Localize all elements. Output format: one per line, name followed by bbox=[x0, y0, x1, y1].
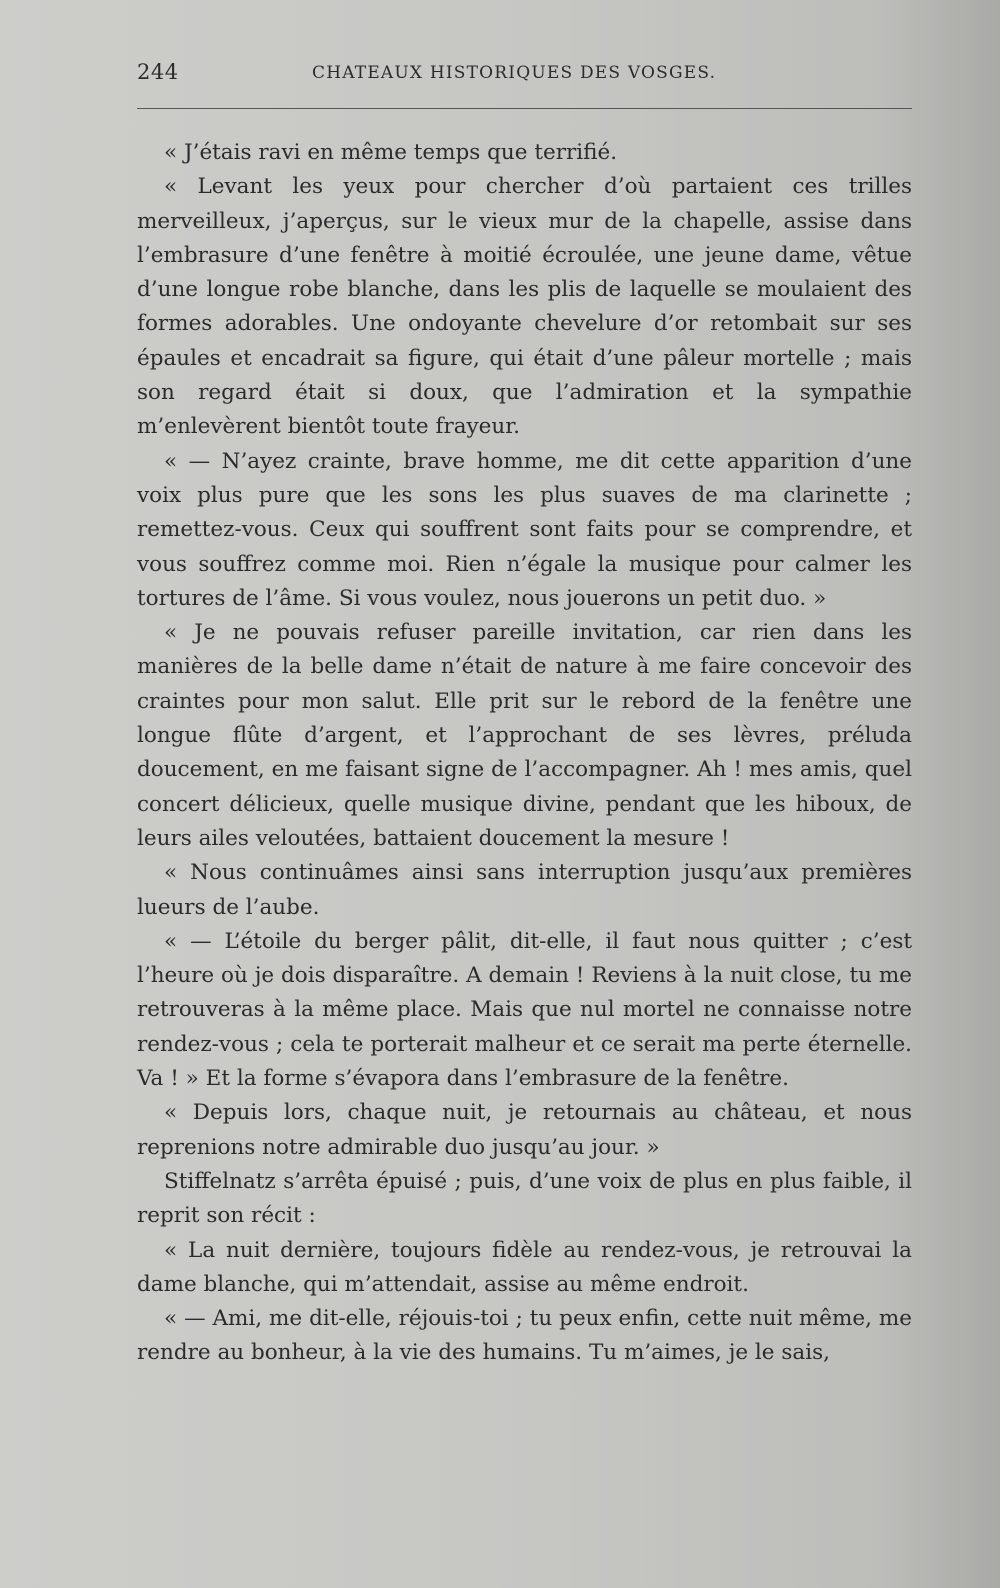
paragraph: « Je ne pouvais refuser pareille invitation, car rien dans les manières de la belle dame n’était de nature à me faire concevoir des craintes pour mon salut. Elle prit sur le rebord de la fenêtre une longue flûte d’argent, et l’approchant de ses lèvres, préluda doucement, en me faisant signe de l’accompagner. Ah ! mes amis, quel concert délicieux, quelle musique divine, pendant que les hiboux, de leurs ailes veloutées, battaient doucement la mesure ! bbox=[137, 620, 912, 851]
running-title: CHATEAUX HISTORIQUES DES VOSGES. bbox=[312, 63, 717, 83]
body-text bbox=[137, 136, 912, 1371]
page-header bbox=[137, 60, 912, 96]
paragraph: « — Ami, me dit-elle, réjouis-toi ; tu peux enfin, cette nuit même, me rendre au bonheur, à la vie des humains. Tu m’aimes, je le sais, bbox=[137, 1306, 912, 1366]
paragraph: « La nuit dernière, toujours fidèle au rendez-vous, je retrouvai la dame blanche, qui m’attendait, assise au même endroit. bbox=[137, 1237, 912, 1297]
paragraph: « Levant les yeux pour chercher d’où partaient ces trilles merveilleux, j’aperçus, sur le vieux mur de la chapelle, assise dans l’embrasure d’une fenêtre à moitié écroulée, une jeune dame, vêtue d’une longue robe blanche, dans les plis de laquelle se moulaient des formes adorables. Une ondoyante chevelure d’or retombait sur ses épaules et encadrait sa figure, qui était d’une pâleur mortelle ; mais son regard était si doux, que l’admiration et la sympathie m’enlevèrent bientôt toute frayeur. bbox=[137, 174, 912, 440]
paragraph: « — N’ayez crainte, brave homme, me dit cette apparition d’une voix plus pure que les sons les plus suaves de ma clarinette ; remettez-vous. Ceux qui souffrent sont faits pour se comprendre, et vous souffrez comme moi. Rien n’égale la musique pour calmer les tortures de l’âme. Si vous voulez, nous jouerons un petit duo. » bbox=[137, 448, 912, 611]
header-rule bbox=[137, 108, 912, 109]
paragraph: « — L’étoile du berger pâlit, dit-elle, il faut nous quitter ; c’est l’heure où je dois disparaître. A demain ! Reviens à la nuit close, tu me retrouveras à la même place. Mais que nul mortel ne connaisse notre rendez-vous ; cela te porterait malheur et ce serait ma perte éternelle. Va ! » Et la forme s’évapora dans l’embrasure de la fenêtre. bbox=[137, 928, 912, 1092]
page-number: 244 bbox=[137, 60, 179, 84]
paragraph: « J’étais ravi en même temps que terrifié. bbox=[164, 140, 618, 165]
paragraph: « Nous continuâmes ainsi sans interruption jusqu’aux premières lueurs de l’aube. bbox=[137, 860, 912, 920]
paragraph: « Depuis lors, chaque nuit, je retournais au château, et nous reprenions notre admirable duo jusqu’au jour. » bbox=[137, 1100, 912, 1160]
paragraph: Stiffelnatz s’arrêta épuisé ; puis, d’une voix de plus en plus faible, il reprit son récit : bbox=[137, 1168, 912, 1229]
